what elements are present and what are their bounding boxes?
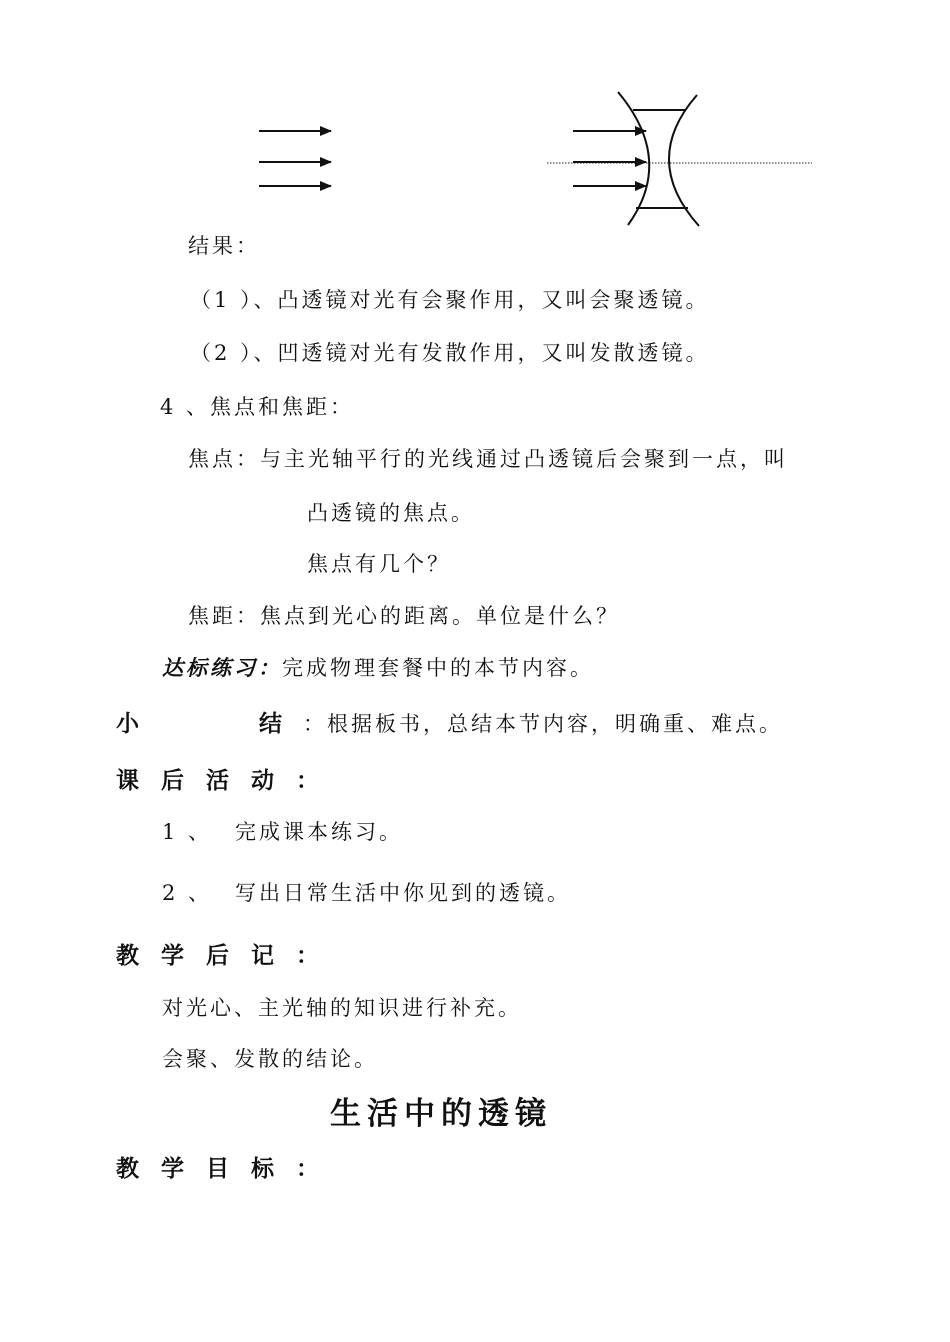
focus-definition-line2: 凸透镜的焦点。 [307, 501, 475, 525]
summary-text: ：根据板书，总结本节内容，明确重、难点。 [303, 712, 783, 736]
after-class-item2-number: 2 、 [162, 881, 213, 905]
result-item-2: （2 ）、凹透镜对光有发散作用，又叫发散透镜。 [190, 341, 710, 365]
results-label: 结果： [188, 234, 260, 258]
teaching-notes-line2: 会聚、发散的结论。 [162, 1047, 378, 1071]
lesson-title: 生活中的透镜 [330, 1096, 552, 1132]
summary-label-a: 小 [116, 711, 141, 737]
practice-text: 完成物理套餐中的本节内容。 [282, 656, 594, 680]
teaching-notes-heading: 教学后记： [116, 943, 341, 969]
after-class-heading: 课后活动： [116, 768, 341, 794]
focus-question: 焦点有几个？ [307, 552, 451, 576]
result-item-1: （1 ）、凸透镜对光有会聚作用，又叫会聚透镜。 [190, 288, 710, 312]
lens-diagram [0, 0, 950, 240]
summary-label-b: 结 [259, 711, 284, 737]
after-class-item1-text: 完成课本练习。 [235, 820, 403, 844]
parallel-rays-left [259, 131, 331, 186]
practice-label: 达标练习： [162, 655, 282, 680]
after-class-item2-text: 写出日常生活中你见到的透镜。 [235, 881, 571, 905]
focus-heading: 4 、焦点和焦距： [160, 395, 355, 419]
focal-length-definition: 焦距：焦点到光心的距离。单位是什么？ [188, 604, 620, 628]
teaching-notes-line1: 对光心、主光轴的知识进行补充。 [162, 996, 522, 1020]
practice-line [162, 652, 594, 682]
after-class-item1-number: 1 、 [162, 820, 213, 844]
concave-lens [618, 92, 699, 226]
teaching-goals-heading: 教学目标： [116, 1156, 341, 1182]
focus-definition-line1: 焦点：与主光轴平行的光线通过凸透镜后会聚到一点，叫 [188, 447, 788, 471]
parallel-rays-right [573, 131, 646, 186]
